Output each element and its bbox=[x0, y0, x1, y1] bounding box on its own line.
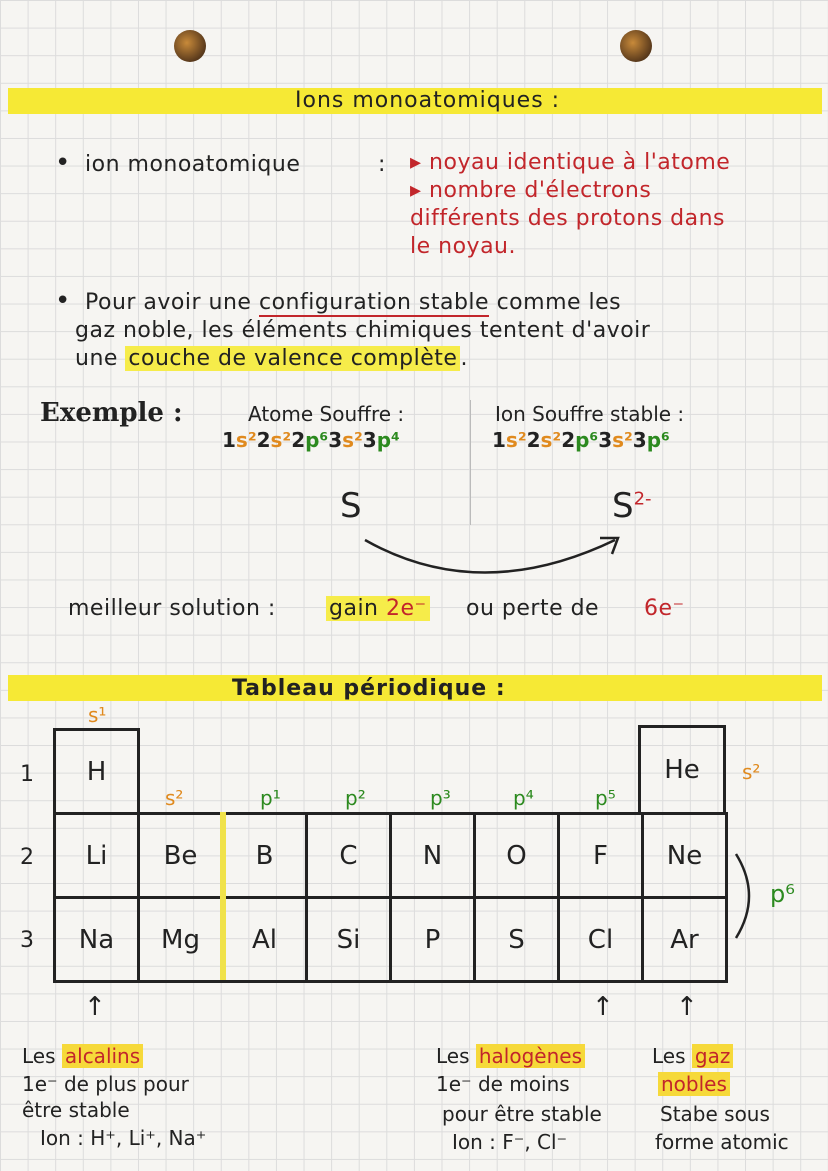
reaction-arrow bbox=[360, 530, 630, 585]
arrow-halogen: ↑ bbox=[592, 992, 614, 1022]
noble-line-3: Stabe sous bbox=[660, 1102, 770, 1126]
ion-point-1: ▸ noyau identique à l'atome bbox=[410, 150, 731, 175]
cell-Si: Si bbox=[305, 896, 392, 983]
label-s1: s¹ bbox=[88, 703, 107, 727]
cell-F: F bbox=[557, 812, 644, 899]
solution-loss: 6e⁻ bbox=[644, 596, 685, 621]
row-number-3: 3 bbox=[20, 928, 34, 953]
label-s2-he: s² bbox=[742, 760, 761, 784]
label-s2: s² bbox=[165, 786, 184, 810]
cell-Mg: Mg bbox=[137, 896, 224, 983]
stability-line-1: Pour avoir une configuration stable comme les bbox=[85, 290, 622, 315]
example-label: Exemple : bbox=[40, 398, 183, 428]
block-divider-highlight bbox=[220, 812, 226, 980]
cell-O: O bbox=[473, 812, 560, 899]
halogen-line-2: 1e⁻ de moins bbox=[436, 1072, 570, 1096]
colon: : bbox=[378, 152, 386, 177]
cell-Be: Be bbox=[137, 812, 224, 899]
solution-label: meilleur solution : bbox=[68, 596, 276, 621]
row-number-2: 2 bbox=[20, 845, 34, 870]
solution-or: ou perte de bbox=[466, 596, 600, 621]
cell-Li: Li bbox=[53, 812, 140, 899]
stability-line-2: gaz noble, les éléments chimiques tentent d'avoir bbox=[75, 318, 651, 343]
ion-point-4: le noyau. bbox=[410, 234, 516, 259]
ion-point-2: ▸ nombre d'électrons bbox=[410, 178, 652, 203]
periodic-title: Tableau périodique : bbox=[232, 676, 506, 701]
halogen-line-4: Ion : F⁻, Cl⁻ bbox=[452, 1130, 568, 1154]
ion-term: ion monoatomique bbox=[85, 152, 301, 177]
label-p6: p⁶ bbox=[770, 880, 795, 908]
binder-hole-right bbox=[620, 30, 652, 62]
stability-line-3: une couche de valence complète . bbox=[75, 346, 468, 371]
arrow-alkali: ↑ bbox=[84, 992, 106, 1022]
bullet-dot: • bbox=[55, 148, 71, 178]
alkali-line-2: 1e⁻ de plus pour bbox=[22, 1072, 189, 1096]
ion-config: 1s²2s²2p⁶3s²3p⁶ bbox=[492, 428, 670, 452]
label-p1: p¹ bbox=[260, 786, 281, 810]
binder-hole-left bbox=[174, 30, 206, 62]
cell-Ne: Ne bbox=[641, 812, 728, 899]
cell-Na: Na bbox=[53, 896, 140, 983]
label-p4: p⁴ bbox=[513, 786, 534, 810]
cell-Ar: Ar bbox=[641, 896, 728, 983]
noble-title: Les gaz bbox=[652, 1044, 733, 1068]
cell-B: B bbox=[221, 812, 308, 899]
noble-line-4: forme atomic bbox=[655, 1130, 789, 1154]
page-title: Ions monoatomiques : bbox=[295, 88, 561, 113]
cell-C: C bbox=[305, 812, 392, 899]
noble-line-2: nobles bbox=[658, 1072, 730, 1096]
row-number-1: 1 bbox=[20, 762, 34, 787]
p6-bracket bbox=[732, 850, 760, 942]
label-p5: p⁵ bbox=[595, 786, 616, 810]
cell-S: S bbox=[473, 896, 560, 983]
ion-symbol: $S^{2-}$ bbox=[612, 486, 652, 526]
atom-symbol: S bbox=[340, 486, 362, 526]
halogen-line-3: pour être stable bbox=[442, 1102, 602, 1126]
label-p3: p³ bbox=[430, 786, 451, 810]
arrow-noble: ↑ bbox=[676, 992, 698, 1022]
cell-He: He bbox=[638, 725, 726, 815]
atom-config: 1s²2s²2p⁶3s²3p⁴ bbox=[222, 428, 400, 452]
cell-H: H bbox=[53, 728, 140, 815]
solution-gain: gain 2e⁻ bbox=[326, 596, 430, 621]
bullet-dot-2: • bbox=[55, 286, 71, 316]
cell-P: P bbox=[389, 896, 476, 983]
cell-Al: Al bbox=[221, 896, 308, 983]
example-divider bbox=[470, 400, 471, 525]
ion-point-3: différents des protons dans bbox=[410, 206, 726, 231]
atom-label: Atome Souffre : bbox=[248, 402, 405, 426]
cell-Cl: Cl bbox=[557, 896, 644, 983]
cell-N: N bbox=[389, 812, 476, 899]
alkali-title: Les alcalins bbox=[22, 1044, 143, 1068]
halogen-title: Les halogènes bbox=[436, 1044, 585, 1068]
ion-label: Ion Souffre stable : bbox=[495, 402, 685, 426]
alkali-line-3: être stable bbox=[22, 1098, 130, 1122]
alkali-line-4: Ion : H⁺, Li⁺, Na⁺ bbox=[40, 1126, 207, 1150]
label-p2: p² bbox=[345, 786, 366, 810]
